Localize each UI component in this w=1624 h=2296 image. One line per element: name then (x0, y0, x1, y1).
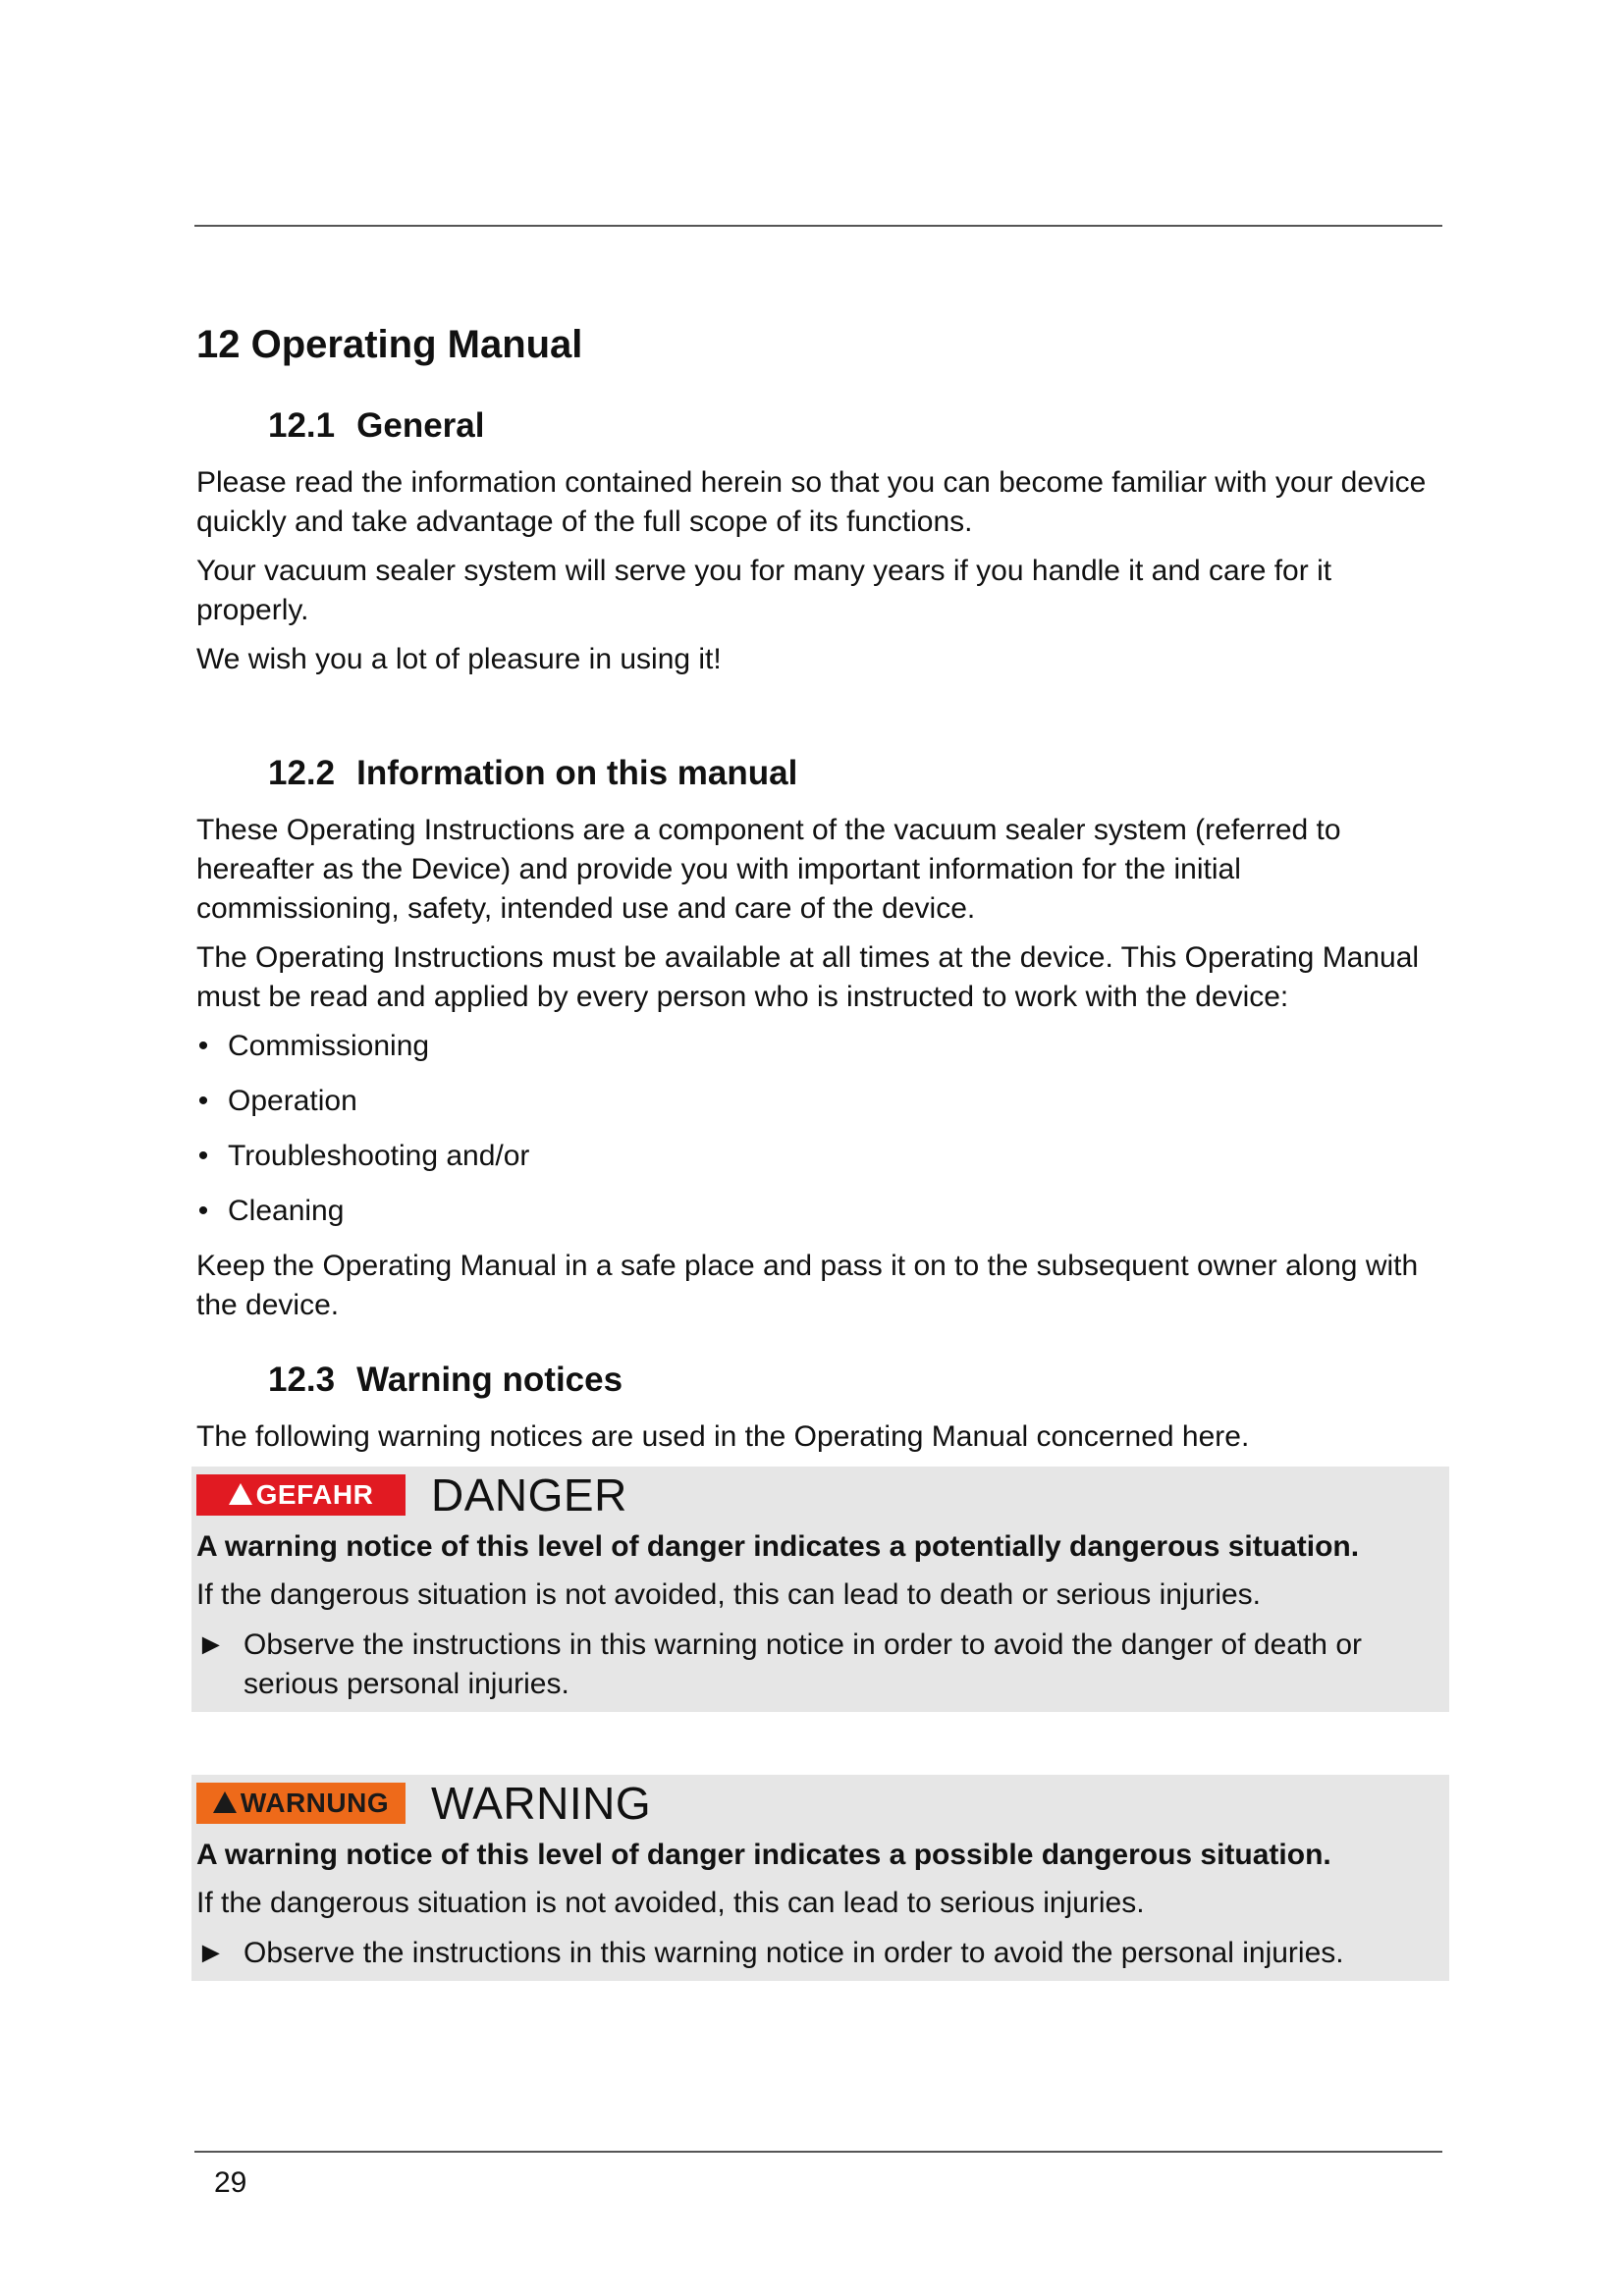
bullet-icon: • (197, 1030, 209, 1062)
notice-header (196, 1467, 1449, 1523)
section-title: Warning notices (356, 1361, 623, 1399)
notice-instruction (196, 1928, 1449, 1973)
page-number: 29 (214, 2166, 247, 2199)
notice-bold-text: A warning notice of this level of danger indicates a potentially dangerous situation. (196, 1530, 1360, 1563)
list-item-text: Commissioning (228, 1030, 430, 1062)
warning-triangle-icon (229, 1483, 252, 1505)
section-title: General (356, 406, 485, 445)
list-item-text: Operation (228, 1085, 357, 1117)
bullet-icon: • (197, 1195, 209, 1227)
notice-title: WARNING (431, 1778, 652, 1829)
bullet-icon: • (197, 1085, 209, 1117)
notice-text: If the dangerous situation is not avoided, this can lead to death or serious injuries. (196, 1578, 1261, 1611)
paragraph: These Operating Instructions are a component of the vacuum sealer system (referred to hereafter as the Device) and provide you with important information for the initial commissioning, safety, intended use and care of the device. (196, 814, 1341, 925)
arrow-right-icon: ► (196, 1937, 226, 1969)
danger-badge (196, 1474, 406, 1516)
paragraph: Keep the Operating Manual in a safe place and pass it on to the subsequent owner along with the device. (196, 1250, 1419, 1321)
warning-notice (191, 1775, 1449, 1981)
list-item-text: Cleaning (228, 1195, 345, 1227)
bullet-list (196, 1027, 1443, 1231)
section-heading-info (268, 742, 1443, 805)
instruction-text: Observe the instructions in this warning notice in order to avoid the personal injuries. (244, 1937, 1344, 1969)
list-item (196, 1137, 1443, 1176)
notice-header (196, 1775, 1449, 1832)
warning-triangle-icon (213, 1791, 237, 1813)
list-item-text: Troubleshooting and/or (228, 1140, 530, 1172)
section-title: Information on this manual (356, 754, 798, 792)
section-number: 12.3 (268, 1361, 336, 1399)
bullet-icon: • (197, 1140, 209, 1172)
list-item (196, 1192, 1443, 1231)
paragraph: Your vacuum sealer system will serve you for many years if you handle it and care for it properly. (196, 555, 1332, 626)
section-heading-warnings (268, 1349, 1443, 1412)
paragraph: The following warning notices are used in the Operating Manual concerned here. (196, 1420, 1250, 1453)
instruction-text: Observe the instructions in this warning notice in order to avoid the danger of death or serious personal injuries. (244, 1629, 1362, 1700)
chapter-title: 12 Operating Manual (196, 323, 583, 366)
section-heading-general (268, 395, 1443, 457)
badge-label: WARNUNG (240, 1788, 390, 1818)
arrow-right-icon: ► (196, 1629, 226, 1661)
notice-bold-text: A warning notice of this level of danger indicates a possible dangerous situation. (196, 1839, 1331, 1871)
paragraph: Please read the information contained herein so that you can become familiar with your device quickly and take advantage of the full scope of its functions. (196, 466, 1427, 538)
warning-badge (196, 1783, 406, 1824)
section-number: 12.2 (268, 754, 336, 792)
notice-instruction (196, 1620, 1449, 1704)
list-item (196, 1082, 1443, 1121)
header-rule (194, 225, 1442, 227)
badge-label: GEFAHR (255, 1479, 374, 1510)
danger-notice (191, 1467, 1449, 1712)
footer-rule (194, 2151, 1442, 2153)
page-content (196, 312, 1443, 1981)
notice-text: If the dangerous situation is not avoided, this can lead to serious injuries. (196, 1887, 1145, 1919)
paragraph: We wish you a lot of pleasure in using it! (196, 643, 722, 675)
list-item (196, 1027, 1443, 1066)
paragraph: The Operating Instructions must be available at all times at the device. This Operating Manual must be read and applied by every person who is instructed to work with the device: (196, 941, 1420, 1013)
notice-title: DANGER (431, 1469, 627, 1521)
section-number: 12.1 (268, 406, 336, 445)
